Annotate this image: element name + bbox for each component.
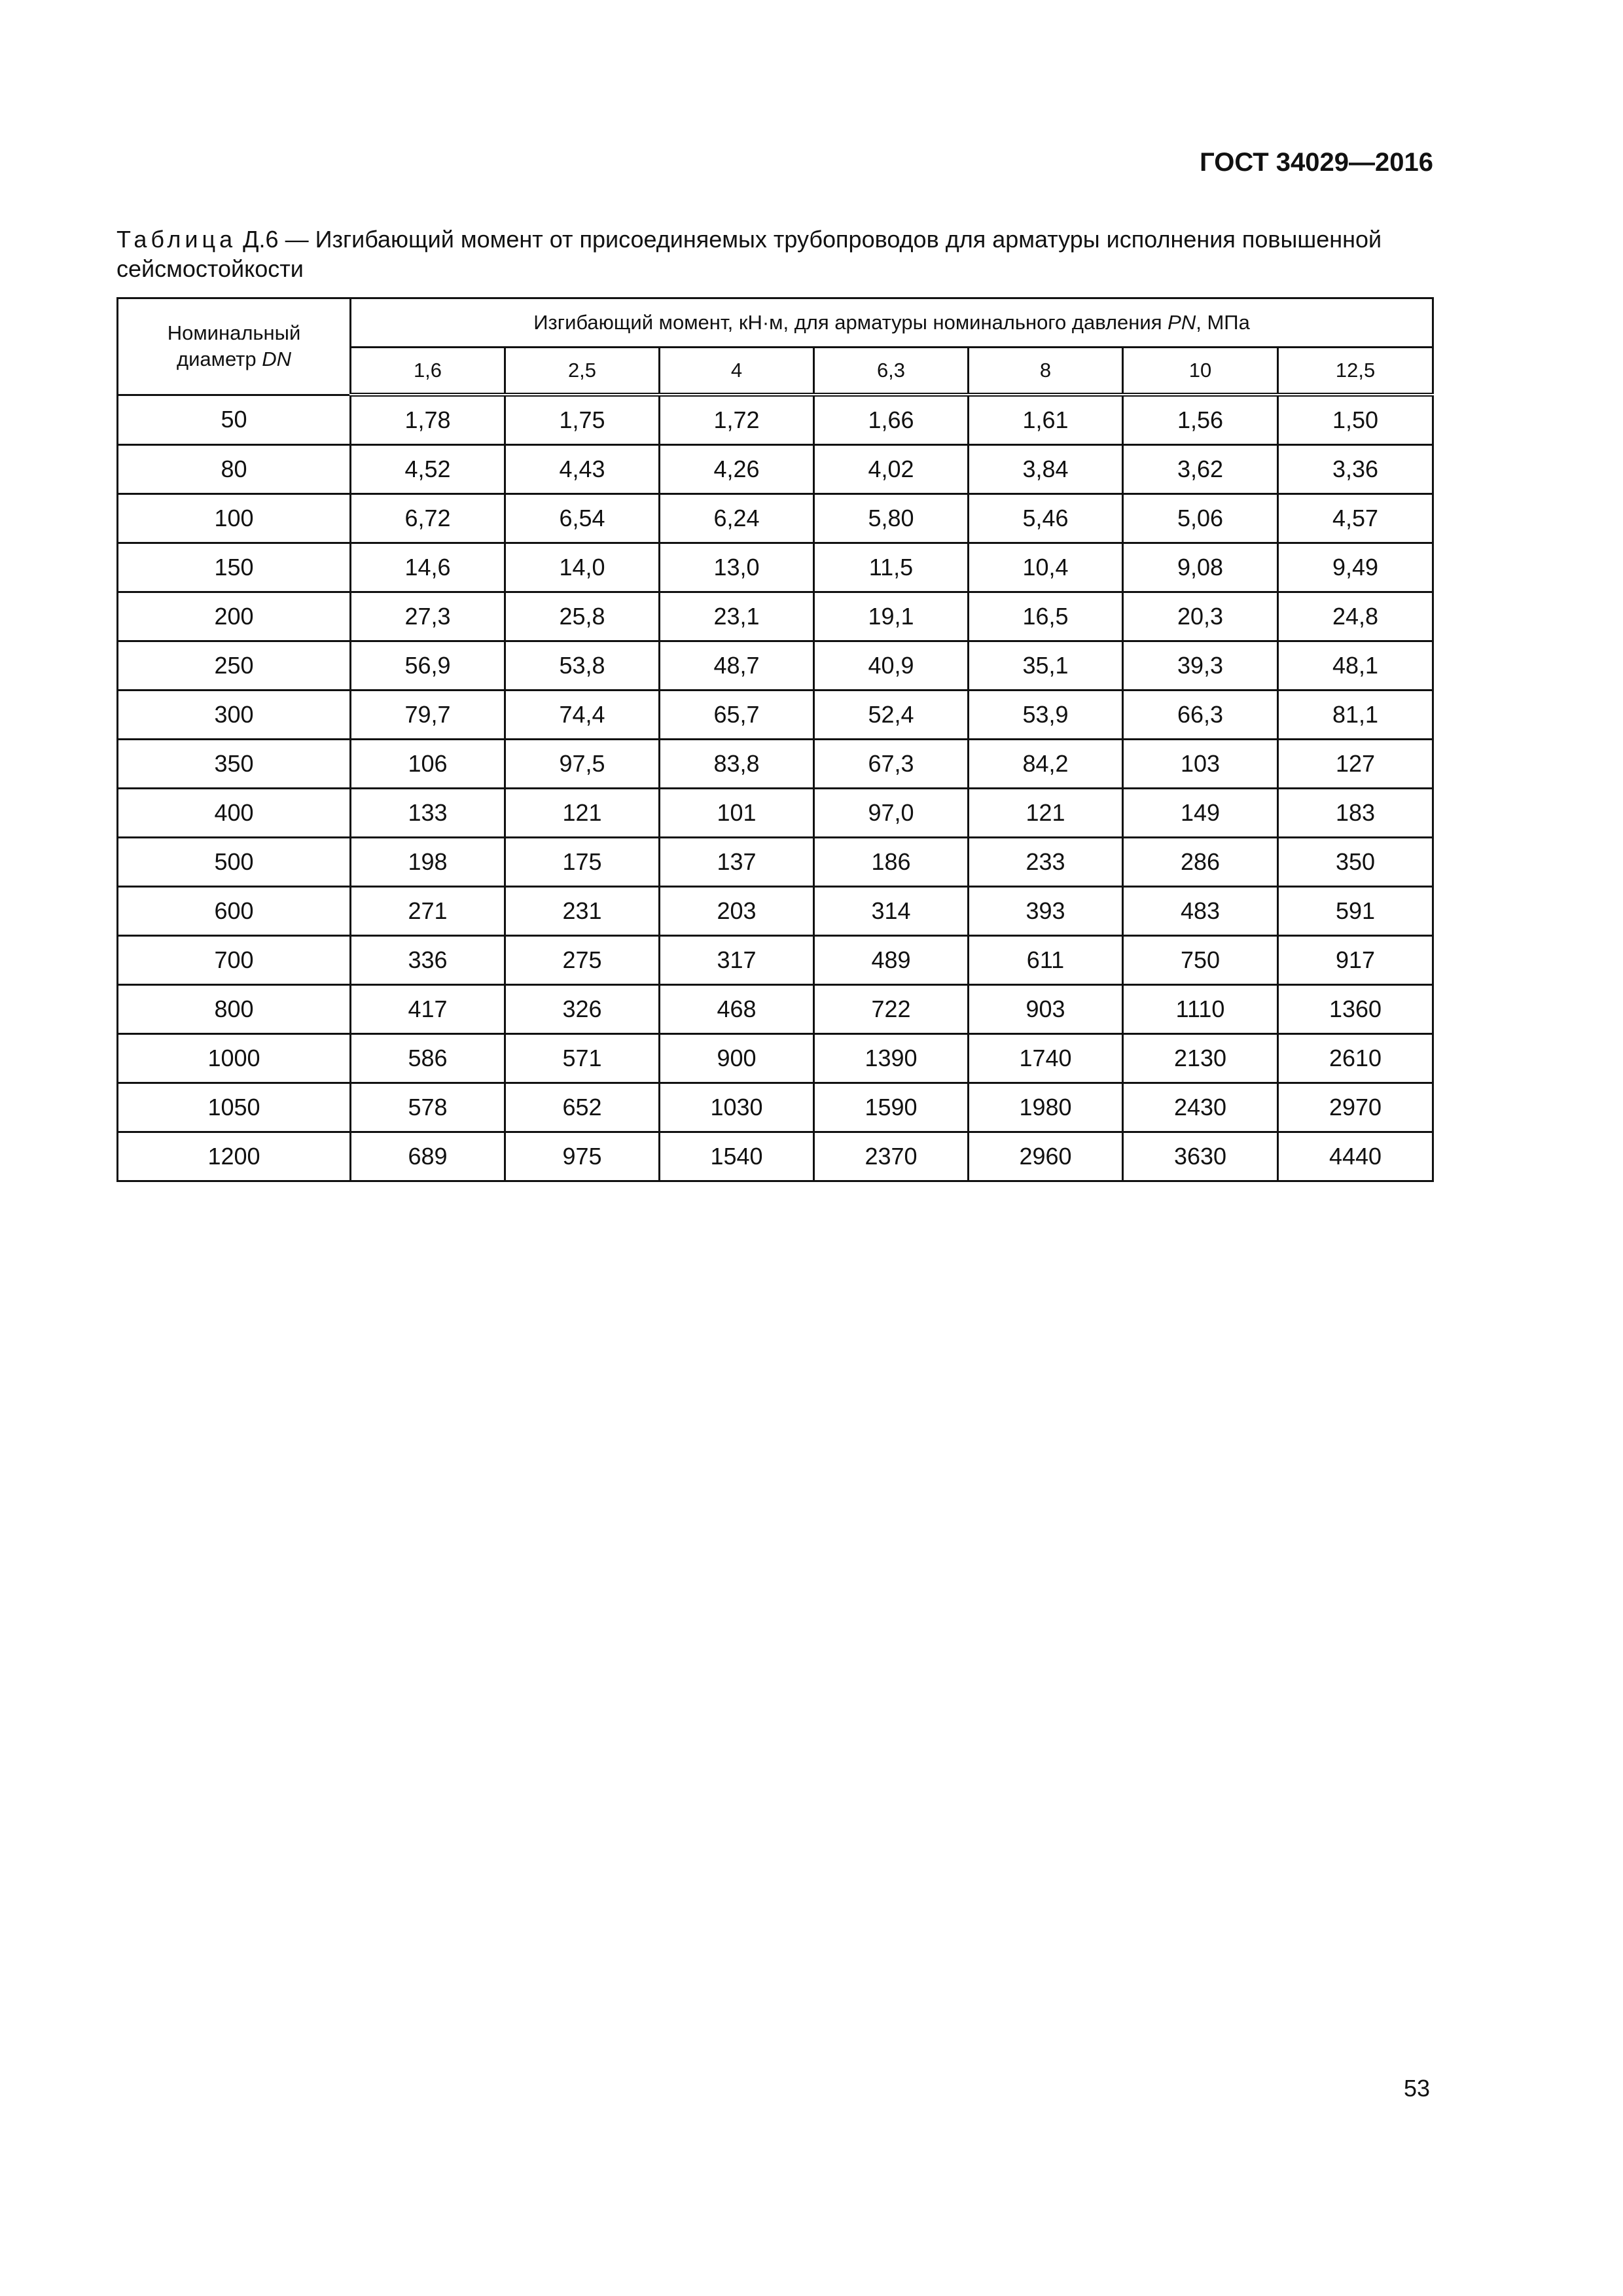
moment-value-cell: 19,1: [814, 592, 969, 641]
moment-value-cell: 127: [1278, 740, 1433, 789]
moment-value-cell: 652: [505, 1083, 660, 1132]
moment-value-cell: 65,7: [660, 691, 814, 740]
table-row: [118, 445, 1433, 494]
moment-value-cell: 917: [1278, 936, 1433, 985]
moment-value-cell: 53,8: [505, 641, 660, 691]
moment-value-cell: 275: [505, 936, 660, 985]
pn-column-header: 2,5: [505, 348, 660, 395]
caption-text: Д.6 — Изгибающий момент от присоединяемых трубопроводов для арматуры исполнения повышенной сейсмостойкости: [116, 226, 1382, 282]
moment-value-cell: 4,02: [814, 445, 969, 494]
moment-value-cell: 2610: [1278, 1034, 1433, 1083]
moment-value-cell: 4,57: [1278, 494, 1433, 543]
moment-value-cell: 48,7: [660, 641, 814, 691]
moment-value-cell: 48,1: [1278, 641, 1433, 691]
moment-value-cell: 186: [814, 838, 969, 887]
moment-value-cell: 137: [660, 838, 814, 887]
moment-value-cell: 11,5: [814, 543, 969, 592]
moment-value-cell: 2970: [1278, 1083, 1433, 1132]
moment-value-cell: 1,72: [660, 395, 814, 445]
moment-value-cell: 35,1: [969, 641, 1123, 691]
moment-value-cell: 25,8: [505, 592, 660, 641]
dn-cell: 1050: [118, 1083, 351, 1132]
moment-value-cell: 183: [1278, 789, 1433, 838]
moment-value-cell: 314: [814, 887, 969, 936]
moment-value-cell: 6,24: [660, 494, 814, 543]
moment-value-cell: 1,66: [814, 395, 969, 445]
dn-cell: 800: [118, 985, 351, 1034]
moment-value-cell: 1740: [969, 1034, 1123, 1083]
moment-value-cell: 52,4: [814, 691, 969, 740]
moment-value-cell: 203: [660, 887, 814, 936]
table-row: [118, 641, 1433, 691]
moment-value-cell: 900: [660, 1034, 814, 1083]
moment-value-cell: 81,1: [1278, 691, 1433, 740]
moment-value-cell: 13,0: [660, 543, 814, 592]
group-header-symbol: PN: [1168, 311, 1196, 334]
moment-value-cell: 74,4: [505, 691, 660, 740]
moment-value-cell: 6,72: [351, 494, 505, 543]
moment-value-cell: 1,61: [969, 395, 1123, 445]
moment-value-cell: 417: [351, 985, 505, 1034]
dn-cell: 200: [118, 592, 351, 641]
moment-value-cell: 4440: [1278, 1132, 1433, 1181]
moment-value-cell: 10,4: [969, 543, 1123, 592]
moment-value-cell: 483: [1123, 887, 1278, 936]
moment-value-cell: 1,56: [1123, 395, 1278, 445]
pn-column-header: 10: [1123, 348, 1278, 395]
moment-value-cell: 121: [505, 789, 660, 838]
moment-value-cell: 722: [814, 985, 969, 1034]
moment-value-cell: 9,08: [1123, 543, 1278, 592]
pn-column-header: 1,6: [351, 348, 505, 395]
table-row: [118, 691, 1433, 740]
moment-value-cell: 1390: [814, 1034, 969, 1083]
moment-value-cell: 1,78: [351, 395, 505, 445]
moment-value-cell: 133: [351, 789, 505, 838]
table-row: [118, 1083, 1433, 1132]
table-row: [118, 395, 1433, 445]
table-row: [118, 592, 1433, 641]
dn-cell: 50: [118, 395, 351, 445]
group-header-suffix: , МПа: [1196, 311, 1250, 334]
dn-cell: 500: [118, 838, 351, 887]
page-number: 53: [1403, 2075, 1430, 2102]
moment-value-cell: 6,54: [505, 494, 660, 543]
table-row: [118, 887, 1433, 936]
table-row: [118, 494, 1433, 543]
moment-value-cell: 468: [660, 985, 814, 1034]
moment-value-cell: 175: [505, 838, 660, 887]
pn-column-header: 12,5: [1278, 348, 1433, 395]
moment-value-cell: 286: [1123, 838, 1278, 887]
dn-cell: 1000: [118, 1034, 351, 1083]
moment-value-cell: 489: [814, 936, 969, 985]
moment-value-cell: 2960: [969, 1132, 1123, 1181]
moment-value-cell: 5,80: [814, 494, 969, 543]
moment-value-cell: 1030: [660, 1083, 814, 1132]
pn-column-header: 4: [660, 348, 814, 395]
moment-value-cell: 39,3: [1123, 641, 1278, 691]
moment-value-cell: 578: [351, 1083, 505, 1132]
moment-value-cell: 611: [969, 936, 1123, 985]
moment-value-cell: 1360: [1278, 985, 1433, 1034]
table-row: [118, 740, 1433, 789]
moment-value-cell: 689: [351, 1132, 505, 1181]
moment-value-cell: 3,84: [969, 445, 1123, 494]
moment-value-cell: 97,5: [505, 740, 660, 789]
dn-header-symbol: DN: [262, 348, 291, 371]
dn-cell: 80: [118, 445, 351, 494]
moment-value-cell: 83,8: [660, 740, 814, 789]
moment-value-cell: 79,7: [351, 691, 505, 740]
moment-value-cell: 24,8: [1278, 592, 1433, 641]
bending-moment-table: [116, 297, 1434, 1182]
moment-value-cell: 9,49: [1278, 543, 1433, 592]
moment-value-cell: 198: [351, 838, 505, 887]
moment-value-cell: 14,0: [505, 543, 660, 592]
dn-cell: 1200: [118, 1132, 351, 1181]
moment-value-cell: 40,9: [814, 641, 969, 691]
table-caption: [116, 224, 1432, 283]
moment-value-cell: 591: [1278, 887, 1433, 936]
moment-value-cell: 2430: [1123, 1083, 1278, 1132]
moment-value-cell: 231: [505, 887, 660, 936]
moment-value-cell: 271: [351, 887, 505, 936]
moment-value-cell: 393: [969, 887, 1123, 936]
moment-value-cell: 27,3: [351, 592, 505, 641]
dn-header-line1: Номинальный: [167, 321, 301, 345]
dn-column-header: [118, 298, 351, 395]
moment-value-cell: 4,26: [660, 445, 814, 494]
moment-value-cell: 121: [969, 789, 1123, 838]
moment-value-cell: 53,9: [969, 691, 1123, 740]
dn-cell: 400: [118, 789, 351, 838]
moment-value-cell: 750: [1123, 936, 1278, 985]
moment-value-cell: 23,1: [660, 592, 814, 641]
moment-value-cell: 2130: [1123, 1034, 1278, 1083]
table-row: [118, 1132, 1433, 1181]
moment-value-cell: 586: [351, 1034, 505, 1083]
moment-value-cell: 1590: [814, 1083, 969, 1132]
group-header-prefix: Изгибающий момент, кН·м, для арматуры номинального давления: [533, 311, 1162, 334]
moment-group-header: [351, 298, 1433, 348]
moment-value-cell: 16,5: [969, 592, 1123, 641]
table-row: [118, 838, 1433, 887]
dn-cell: 100: [118, 494, 351, 543]
moment-value-cell: 103: [1123, 740, 1278, 789]
moment-value-cell: 4,43: [505, 445, 660, 494]
moment-value-cell: 106: [351, 740, 505, 789]
moment-value-cell: 67,3: [814, 740, 969, 789]
moment-value-cell: 3,36: [1278, 445, 1433, 494]
table-row: [118, 985, 1433, 1034]
moment-value-cell: 975: [505, 1132, 660, 1181]
moment-value-cell: 101: [660, 789, 814, 838]
moment-value-cell: 2370: [814, 1132, 969, 1181]
dn-cell: 300: [118, 691, 351, 740]
moment-value-cell: 326: [505, 985, 660, 1034]
moment-value-cell: 97,0: [814, 789, 969, 838]
pn-column-header: 8: [969, 348, 1123, 395]
moment-value-cell: 149: [1123, 789, 1278, 838]
moment-value-cell: 571: [505, 1034, 660, 1083]
moment-value-cell: 3630: [1123, 1132, 1278, 1181]
dn-cell: 150: [118, 543, 351, 592]
dn-cell: 350: [118, 740, 351, 789]
moment-value-cell: 1980: [969, 1083, 1123, 1132]
table-row: [118, 1034, 1433, 1083]
dn-cell: 700: [118, 936, 351, 985]
caption-label: Таблица: [116, 226, 237, 253]
dn-cell: 250: [118, 641, 351, 691]
moment-value-cell: 350: [1278, 838, 1433, 887]
moment-value-cell: 14,6: [351, 543, 505, 592]
moment-value-cell: 3,62: [1123, 445, 1278, 494]
moment-value-cell: 20,3: [1123, 592, 1278, 641]
moment-value-cell: 66,3: [1123, 691, 1278, 740]
moment-value-cell: 4,52: [351, 445, 505, 494]
moment-value-cell: 903: [969, 985, 1123, 1034]
moment-value-cell: 336: [351, 936, 505, 985]
table-row: [118, 936, 1433, 985]
moment-value-cell: 317: [660, 936, 814, 985]
moment-value-cell: 84,2: [969, 740, 1123, 789]
dn-header-line2: диаметр: [176, 348, 257, 371]
table-row: [118, 543, 1433, 592]
moment-value-cell: 1540: [660, 1132, 814, 1181]
moment-value-cell: 5,46: [969, 494, 1123, 543]
moment-value-cell: 233: [969, 838, 1123, 887]
moment-value-cell: 1,50: [1278, 395, 1433, 445]
document-code: ГОСТ 34029—2016: [1200, 148, 1433, 177]
table-row: [118, 789, 1433, 838]
pn-column-header: 6,3: [814, 348, 969, 395]
moment-value-cell: 56,9: [351, 641, 505, 691]
dn-cell: 600: [118, 887, 351, 936]
moment-value-cell: 1,75: [505, 395, 660, 445]
moment-value-cell: 5,06: [1123, 494, 1278, 543]
moment-value-cell: 1110: [1123, 985, 1278, 1034]
